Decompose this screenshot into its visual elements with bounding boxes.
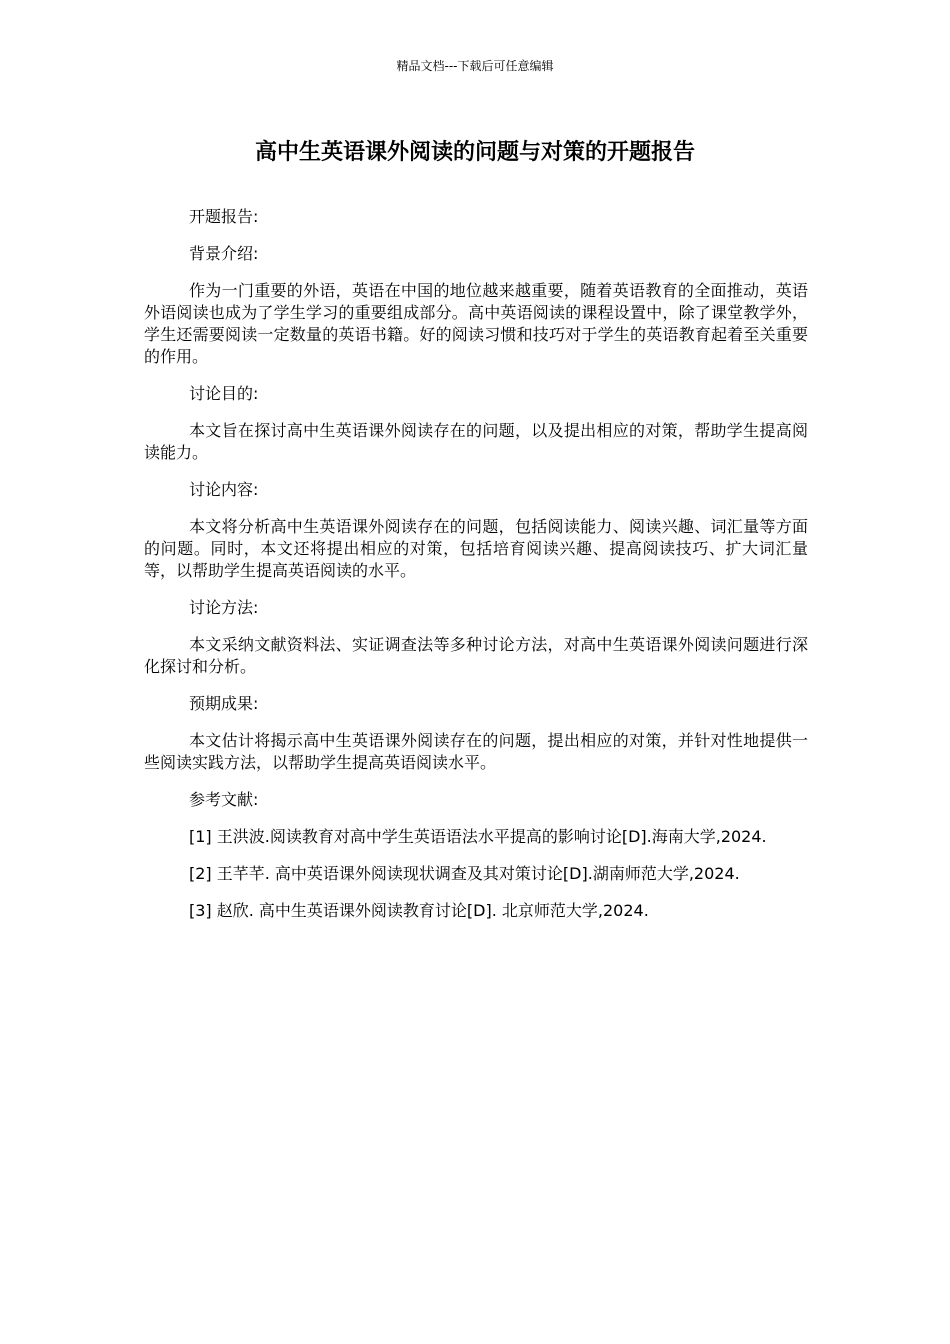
content-paragraph: 本文将分析高中生英语课外阅读存在的问题，包括阅读能力、阅读兴趣、词汇量等方面的问题。同时，本文还将提出相应的对策，包括培育阅读兴趣、提高阅读技巧、扩大词汇量等，以帮助学生提高英语阅读的水平。 bbox=[144, 517, 808, 580]
section-heading-content: 讨论内容: bbox=[189, 480, 259, 499]
section-heading-expected-results: 预期成果: bbox=[189, 694, 259, 713]
page-header: 精品文档---下载后可任意编辑 bbox=[396, 59, 554, 73]
expected-results-paragraph: 本文估计将揭示高中生英语课外阅读存在的问题，提出相应的对策，并针对性地提供一些阅读实践方法，以帮助学生提高英语阅读水平。 bbox=[144, 731, 808, 772]
purpose-paragraph: 本文旨在探讨高中生英语课外阅读存在的问题，以及提出相应的对策，帮助学生提高阅读能力。 bbox=[144, 421, 808, 462]
method-paragraph: 本文采纳文献资料法、实证调查法等多种讨论方法，对高中生英语课外阅读问题进行深化探讨和分析。 bbox=[144, 635, 808, 676]
section-heading-report: 开题报告: bbox=[189, 207, 259, 226]
section-heading-references: 参考文献: bbox=[189, 790, 259, 809]
reference-item-2: [2] 王芊芊. 高中英语课外阅读现状调查及其对策讨论[D].湖南师范大学,2024. bbox=[189, 864, 740, 883]
section-heading-background: 背景介绍: bbox=[189, 244, 259, 263]
reference-item-3: [3] 赵欣. 高中生英语课外阅读教育讨论[D]. 北京师范大学,2024. bbox=[189, 901, 649, 920]
section-heading-method: 讨论方法: bbox=[189, 598, 259, 617]
reference-item-1: [1] 王洪波.阅读教育对高中学生英语语法水平提高的影响讨论[D].海南大学,2024. bbox=[189, 827, 767, 846]
background-paragraph: 作为一门重要的外语，英语在中国的地位越来越重要，随着英语教育的全面推动，英语外语阅读也成为了学生学习的重要组成部分。高中英语阅读的课程设置中，除了课堂教学外，学生还需要阅读一定数量的英语书籍。好的阅读习惯和技巧对于学生的英语教育起着至关重要的作用。 bbox=[144, 281, 808, 366]
section-heading-purpose: 讨论目的: bbox=[189, 384, 259, 403]
document-body bbox=[144, 206, 808, 937]
document-title: 高中生英语课外阅读的问题与对策的开题报告 bbox=[254, 140, 695, 165]
